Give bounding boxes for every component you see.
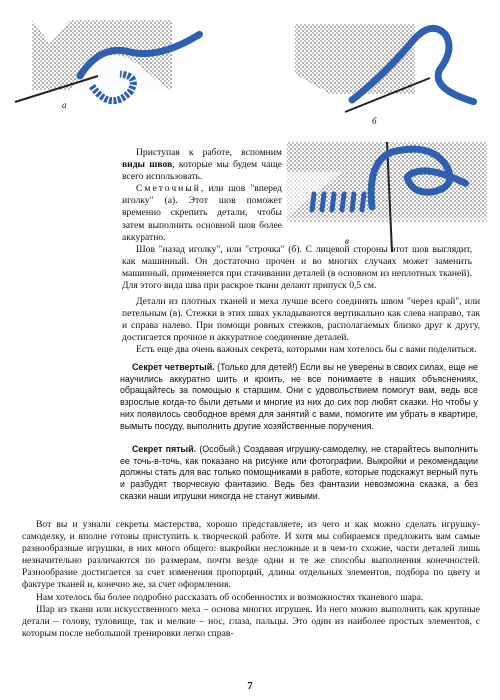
- figure-v-label: в: [345, 236, 349, 246]
- secret-five: [120, 444, 478, 503]
- intro-paragraph-2: Сметочный, или шов "вперед иголку" (а). Этот шов поможет временно скрепить детали, чтобы затем выполнить основной шов более аккуратно.: [122, 183, 282, 243]
- closing-paragraph-6: Вот вы и узнали секреты мастерства, хорошо представляете, из чего и как можно сделать игрушку-самоделку, и вполне готовы приступить к творческой работе. И хотя мы собираемся предложить вам самые разнообразные игрушки, в них много общего: выкройки несложные и в чем-то схожие, части деталей лишь незначительно различаются по размерам, почти везде одни и те же способы выполнения конечностей. Разнообразие достигается за счет изменения пропорций, длины отдельных элементов, подбора по цвету и фактуре тканей и, конечно же, за счет оформления.: [22, 519, 480, 591]
- figure-v-overcast-stitch: [282, 132, 492, 257]
- main-paragraph-4: Детали из плотных тканей и меха лучше всего соединять швом "через край", или петельным (в). Стежки в этих швах укладываются вертикально как слева направо, так и справа налево. При помощи ровных стежков, располагаемых близко друг к другу, достигается прочное и аккуратное соединение деталей.: [122, 296, 480, 344]
- secret-four-text: (Только для детей!) Если вы не уверены в своих силах, еще не научились аккуратно шить и кроить, не все понимаете в наших объяснениях, обращайтесь за помощью к старшим. Они с удовольствием помогут вам, ведь все взрослые когда-то были детьми и многие из них до сих пор любят сказки. Но чтобы у них появилось свободное время для занятий с вами, помогите им убрать в квартире, вымыть посуду, выполнить другие хозяйственные поручения.: [120, 362, 478, 431]
- figure-a-running-stitch: [10, 14, 210, 114]
- closing-paragraph-8: Шар из ткани или искусственного меха – основа многих игрушек. Из него можно выполнить как крупные детали – голову, туловище, так и мелкие – нос, глаза, пальцы. Это один из наиболее простых элементов, с которым после небольшой тренировки легко справ-: [22, 603, 480, 639]
- figure-a-label: а: [62, 100, 67, 110]
- secret-five-title: Секрет пятый.: [132, 444, 197, 454]
- figure-b-label: б: [372, 116, 377, 126]
- intro-paragraph-1: Приступая к работе, вспомним виды швов, которые мы будем чаще всего использовать.: [122, 147, 282, 183]
- page-number: 7: [247, 680, 253, 692]
- closing-text: [22, 519, 480, 640]
- intro-text: [122, 147, 472, 292]
- secret-five-text: (Особый.) Создавая игрушку-самоделку, не старайтесь выполнить ее точь-в-точь, как показано на рисунке или фотографии. Выкройки и рекомендации должны стать для вас только помощниками в работе, которые подскажут верный путь и разбудят творческую фантазию. Ведь без фантазии невозможна сказка, а без сказки наши игрушки никогда не станут живыми.: [120, 444, 478, 501]
- figure-b-backstitch: [290, 14, 490, 114]
- closing-paragraph-7: Нам хотелось бы более подробно рассказать об особенностях и возможностях тканевого шара.: [36, 591, 424, 603]
- secret-four: [120, 362, 478, 432]
- main-text: [122, 296, 480, 356]
- intro-paragraph-3: Шов "назад иголку", или "строчка" (б). С лицевой стороны этот шов выглядит, как машинный. Он достаточно прочен и во многих случаях может заменить машинный, применяется при стачивании деталей (в основном из неплотных тканей). Для этого вида шва при раскрое ткани делают припуск 0,5 см.: [122, 243, 472, 292]
- secret-four-title: Секрет четвертый.: [132, 362, 215, 372]
- main-paragraph-5: Есть еще два очень важных секрета, которыми нам хотелось бы с вами поделиться.: [136, 344, 477, 356]
